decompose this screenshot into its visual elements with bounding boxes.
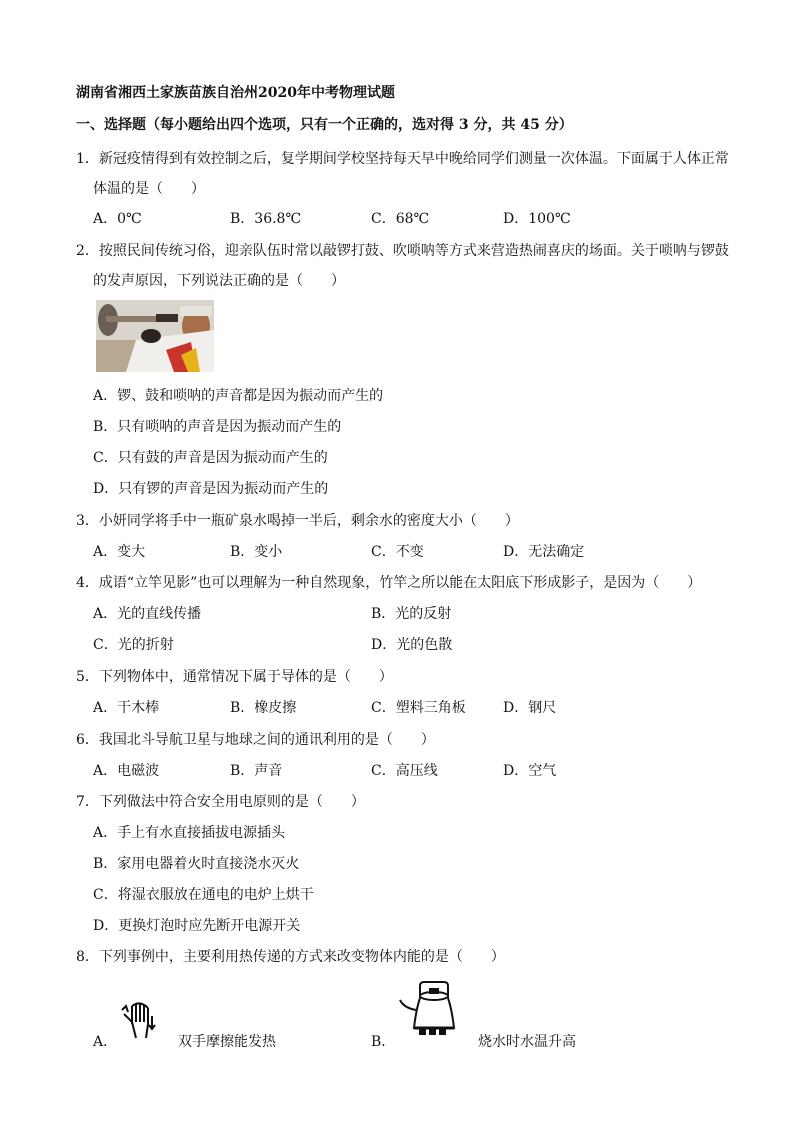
suona-player-photo	[96, 300, 214, 372]
question-text: 的发声原因，下列说法正确的是（ ）	[93, 273, 345, 289]
question-number: 4．	[76, 575, 99, 591]
option-a: A．0℃	[93, 211, 142, 227]
question-text: 下列做法中符合安全用电原则的是（ ）	[98, 794, 365, 810]
question-number: 2．	[76, 243, 99, 259]
question-text: 按照民间传统习俗，迎亲队伍时常以敲锣打鼓、吹唢呐等方式来营造热闹喜庆的场面。关于唢呐与锣鼓	[98, 243, 729, 259]
document-title: 湖南省湘西土家族苗族自治州2020年中考物理试题	[76, 85, 395, 101]
option-d: D．钢尺	[503, 700, 557, 716]
question-text: 小妍同学将手中一瓶矿泉水喝掉一半后，剩余水的密度大小（ ）	[98, 513, 519, 529]
option-b: B．36.8℃	[230, 211, 302, 227]
option-b: B．变小	[230, 544, 283, 560]
question-text: 下列事例中，主要利用热传递的方式来改变物体内能的是（ ）	[98, 949, 505, 965]
option-d: D．无法确定	[503, 544, 585, 560]
option-c: C．不变	[371, 544, 424, 560]
question-text: 成语“立竿见影”也可以理解为一种自然现象，竹竿之所以能在太阳底下形成影子，是因为（ ）	[98, 575, 702, 591]
option-b: B．家用电器着火时直接浇水灭火	[93, 856, 300, 872]
option-a-label: A．	[93, 1034, 118, 1050]
option-a: A．电磁波	[93, 763, 160, 779]
option-b: B．光的反射	[371, 606, 452, 622]
option-b: B．只有唢呐的声音是因为振动而产生的	[93, 419, 342, 435]
question-number: 3．	[76, 513, 99, 529]
question-text: 我国北斗导航卫星与地球之间的通讯利用的是（ ）	[98, 732, 435, 748]
question-text: 下列物体中，通常情况下属于导体的是（ ）	[98, 669, 393, 685]
option-a-text: 双手摩擦能发热	[178, 1034, 276, 1050]
option-a: A．手上有水直接插拔电源插头	[93, 825, 286, 841]
question-number: 5．	[76, 669, 99, 685]
question-text: 体温的是（ ）	[93, 181, 205, 197]
option-b: B．声音	[230, 763, 283, 779]
rubbing-hands-icon	[118, 1000, 163, 1040]
section-heading: 一、选择题（每小题给出四个选项，只有一个正确的，选对得 3 分，共 45 分）	[76, 117, 573, 133]
option-c: C．68℃	[371, 211, 430, 227]
question-number: 1．	[76, 151, 99, 167]
question-number: 7．	[76, 794, 99, 810]
option-b-label: B．	[371, 1034, 396, 1050]
option-c: C．光的折射	[93, 637, 174, 653]
kettle-icon	[398, 980, 468, 1040]
option-b-text: 烧水时水温升高	[478, 1034, 576, 1050]
option-a: A．变大	[93, 544, 146, 560]
question-number: 6．	[76, 732, 99, 748]
option-d: D．只有锣的声音是因为振动而产生的	[93, 481, 329, 497]
option-d: D．更换灯泡时应先断开电源开关	[93, 918, 301, 934]
question-number: 8．	[76, 949, 99, 965]
option-c: C．塑料三角板	[371, 700, 466, 716]
option-d: D．100℃	[503, 211, 571, 227]
option-b: B．橡皮擦	[230, 700, 297, 716]
option-c: C．将湿衣服放在通电的电炉上烘干	[93, 887, 314, 903]
option-d: D．光的色散	[371, 637, 453, 653]
option-a: A．干木棒	[93, 700, 160, 716]
option-d: D．空气	[503, 763, 557, 779]
option-a: A．锣、鼓和唢呐的声音都是因为振动而产生的	[93, 388, 384, 404]
option-a: A．光的直线传播	[93, 606, 202, 622]
option-c: C．只有鼓的声音是因为振动而产生的	[93, 450, 328, 466]
question-text: 新冠疫情得到有效控制之后，复学期间学校坚持每天早中晚给同学们测量一次体温。下面属于人体正常	[98, 151, 729, 167]
option-c: C．高压线	[371, 763, 438, 779]
